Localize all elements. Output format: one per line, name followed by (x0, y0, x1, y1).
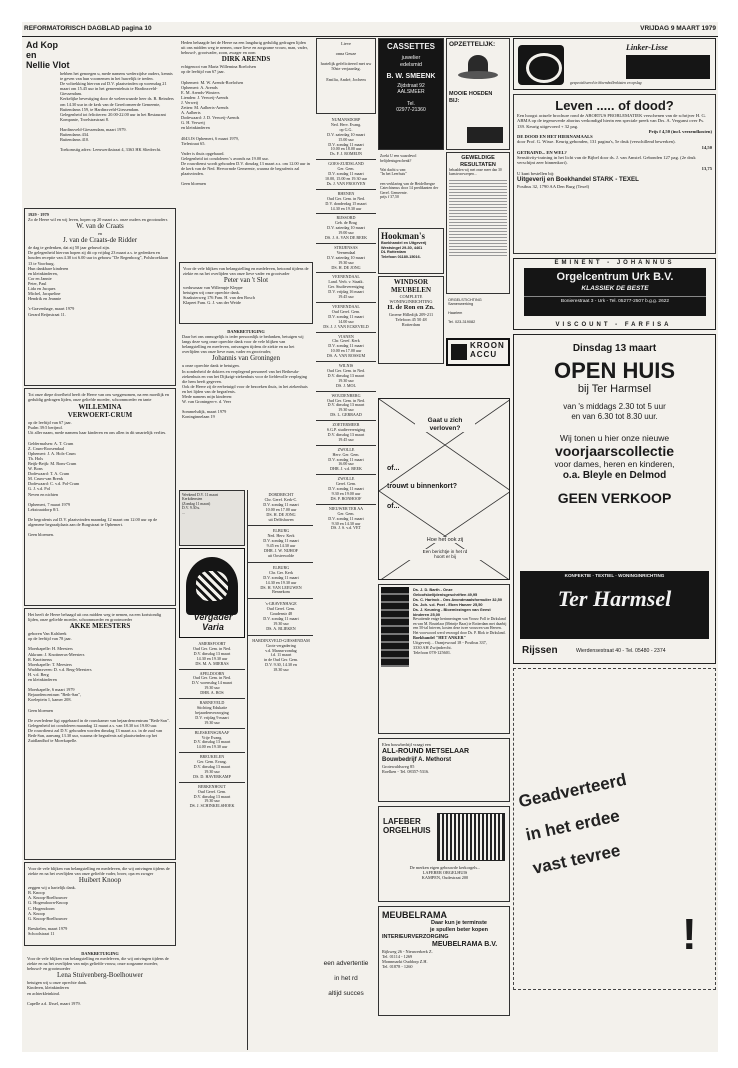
anniversary-name-2: J. van de Craats-de Ridder (62, 236, 138, 245)
small-list-text: Weekend D.V. 11 maart Kerkdiensten (Zondag 11 maart) D.V. 9.30 u. ... (182, 493, 219, 515)
column-family-notices-2 (179, 38, 313, 1050)
birthday-text: Lieve onna Geuze hartelijk gefeliciteerd met uw 50ste verjaardag. Emilia, André, Jochem (320, 41, 372, 82)
thanks-text: betuigen wij u onze oprechte dank. Kinderen, kleinkinderen en achterkleinkind. Capelle a.d. IJssel, maart 1979. (27, 980, 88, 1006)
advertentie-box (316, 950, 376, 1048)
hat-brim (458, 71, 498, 79)
cassettes-title: CASSETTES (386, 42, 435, 51)
windsor-subtitle: COMPLETE WONINGINRICHTING (389, 294, 433, 305)
books-image (381, 587, 409, 667)
church-service: APELDOORN Oud Ger. Gem. in Ned. D.V. woensdag 14 maart 19.30 uur DHR. A. BOS (179, 670, 245, 700)
meubelrama-title: MEUBELRAMA (382, 910, 447, 920)
hookman-ad (378, 228, 444, 274)
newspaper-title: REFORMATORISCH DAGBLAD pagina 10 (24, 25, 152, 32)
stark-name: Uitgeverij en Boekhandel STARK - TEXEL (517, 176, 639, 183)
advertentie-slogan: een advertentie in het rd altijd succes (323, 960, 369, 997)
ter-harmsel-categories: KONFEKTIE · TEXTIEL · WONINGINRICHTING (564, 573, 665, 578)
thanks-title: DANKBETUIGING (227, 329, 265, 334)
anniversary-years: 1929 - 1979 (28, 212, 49, 217)
church-service: GOES-ZUIDSLAND Ger. Gem. D.V. zondag 11 maart 10.00, 15.00 en 19.30 uur Ds. J. VAN FROOYEN (316, 160, 376, 190)
meubelrama-company: MEUBELRAMA B.V. (432, 941, 498, 948)
leven-price: Prijs f 4,50 (incl. verzendkosten) (648, 129, 712, 135)
ter-harmsel-ad (513, 334, 716, 664)
sub-column-left (179, 490, 245, 1050)
kroon-accu-logo: KROON ACCU (470, 341, 505, 359)
geweldige-ad (446, 152, 510, 294)
books-text: Bevattende enige herinneringen van Vrouw Poll te Dirksland en van M. Boutelaar (Meintje Baas) te Rotterdam met daarbij een 50-tal brieven, kosten deze twee vrouwen van Heeren. Het voorwoord werd verzorgd door Ds. P. Blok te Dirksland. (413, 617, 507, 635)
couple-names: Ad Kop en Nellie Vlot (26, 40, 70, 70)
kroon-emblem (451, 344, 467, 360)
windsor-company: H. de Ron en Zn. (387, 304, 435, 312)
of-text-2: of... (387, 503, 400, 510)
church-service: 's-GRAVENHAGE Oud Geref. Gem. Goudenstr 48 D.V. zondag 11 maart 19.30 uur DS. A. BLIEKEN (248, 599, 313, 635)
vergader-graphic (186, 557, 238, 615)
open-date: Dinsdag 13 maart (572, 343, 657, 354)
of-text-1: of... (387, 465, 400, 472)
obituary-text: geboren Van Kalsbeek op de leeftijd van 78 jaar. Moerkapelle: H. Meesters Akkrum: J. Knottnerus-Meesters R. Knottnerus Moerkapelle: T. Meesters Waddinxveen: D. v.d. Berg-Meesters H. v.d. Berg en kleinkinderen Moerkapelle, 6 maart 1979 Bejaardencentrum "Beth-San", Koelepiein 1, kamer 208. Geen bloemen De overledene ligt opgebaard in de rouwkamer van bejaardencentrum "Beth-San". Gelegenheid tot condoleren maandag 12 maart a.s. van 18.30 tot 19.00 uur. De rouwdienst zal D.V. gehouden worden dinsdag 13 maart a.s. in de zaal van Beth-San, aanvang 13.30 uur, waarna de begrafenis zal plaatsvinden op het Zuidlandhof te Moerkapelle. (28, 631, 170, 744)
metselaar-title: ALL-ROUND METSELAAR (382, 748, 470, 756)
linker-logo-mark (526, 53, 562, 83)
thanks-text: u onze oprechte dank te betuigen. In zonderheid de dokters en verplegend personeel van het Bethesda-ziekenhuis en van het Dijkzigt-ziekenhuis voor de liefdevolle verpleging die hem heeft gegeven. Ook de Heere zij de eerbetuigd voor de bezoeken thuis, in het ziekenhuis en het lijden van de begrafenis. Mede namens mijn kinderen: W. van Groningen-v. d. Veer Sommelsdijk, maart 1979 Koninginnelaan 19 (182, 363, 308, 420)
getraind-price: 13,75 (701, 165, 712, 171)
church-service: BERKENHOUT Oud Geref. Gem. D.V. dinsdag 13 maart 19.30 uur DS. J. SCHINKELSHOEK (189, 783, 235, 809)
column-middle-ads (378, 398, 510, 1050)
books-ad (378, 584, 510, 734)
meubelrama-ad (378, 906, 510, 1016)
orgel-brands-bottom: VISCOUNT - FARFISA (555, 322, 672, 328)
open-collection: voorjaarscollectie (554, 443, 675, 459)
geweldige-text: behaalden wij met onze meer dan 30 kunstvoorwerpen... (449, 168, 502, 177)
trouwt-question: trouwt u binnenkort? (387, 483, 457, 490)
obituary-text: echtgenoot van Maria Willemina Roelofsen op de leeftijd van 67 jaar. Ophemert: M. W. Arends-Roelofsen Ophemert: A. Arends E. M. Arends-Wouters Lienden: J. Verweij-Arends J. Verweij Zetten: M. Aalberts-Arends A. Aalberts Dodewaard: J. D. Verweij-Arends G. H. Verweij en kleinkinderen 4043 JS Ophemert, 6 maart 1979, Tielestraat 65. Vader is thuis opgebaard. Gelegenheid tot condoleren 's avonds na 19.00 uur. De rouwdienst wordt gehouden D.V. dinsdag 13 maart a.s. om 12.00 uur in de kerk van de Ned. Hervormde Gemeente, waarna de begrafenis zal plaatsvinden. Geen bloemen (181, 64, 310, 187)
linker-tagline: gespecialiseerd in bloembollenkisten en opslag (570, 81, 642, 85)
meubelrama-service: INTERIEURVERZORGING (382, 934, 449, 940)
open-title: OPEN HUIS (553, 358, 676, 383)
dood-title: DE DOOD EN HET HIERNAMAALS (517, 134, 593, 140)
orgel-dark-band (524, 268, 706, 316)
thanks-text: zeggen wij u hartelijk dank. B. Knoop A. Knoop-Boelhouwer G. Hogendoorn-Knoop C. Hogendoorn A. Knoop G. Knoop-Boelhouwer Breukelen, maart 1979 Schoolstraat 11 (28, 885, 76, 937)
church-service: BLESKENSGRAAF Vrije Evang. D.V. dinsdag 13 maart 14.00 en 19.30 uur (179, 729, 245, 754)
church-service: STRIJENSAS Veenendaal D.V. zaterdag 10 maart 19.30 uur DS. H. DE JONG (316, 244, 376, 274)
obituary-verwoert (24, 388, 176, 606)
vergader-title: Vergader Varia (193, 612, 233, 632)
geweldige-lines (449, 178, 507, 258)
lafeber-ad (378, 806, 510, 902)
meubelrama-slogan: Daar kun je terminste je spullen beter kopen (429, 920, 489, 933)
obituary-name: WILLEMINA VERWOERT-CRUM (67, 403, 133, 420)
leven-text: Een hoogst actuele brochure rond de ABORTUS PROBLEMATIEK verschenen van de schrijver H. G. ABMA op de tegenoverde abortus verkondigd hierin een speciale preek van Drs. A. Vergunst over Ps. 139. Keurig uitgevoerd + 32 pag. (517, 113, 706, 129)
thanks-name: Huibert Knoop (78, 876, 122, 885)
linker-logo-shape (518, 45, 564, 85)
linker-info-box (626, 55, 710, 79)
church-service: HARDINXVELD-GIESSENDAM Grote vergadering v.d. Manna-zondag f.d. 11 maart in de Oud Ger. Gem. D.V. 9.30, 14.30 en 18.30 uur (252, 637, 310, 673)
leven-title: Leven ..... of dood? (555, 98, 674, 113)
thanks-title: DANKBETUIGING (81, 951, 119, 956)
windsor-address: Groene Hilledijk 209-211 Telefoon 45 50 48 Rotterdam (388, 312, 434, 328)
orgel-name: Orgelcentrum Urk B.V. (556, 271, 674, 283)
church-service: DORDRECHT Chr. Geref. Kerk-C. D.V. zondag 11 maart 10.00 en 17.00 uur DS. H. DE JONG uit Delftshaven (248, 490, 313, 526)
church-service: NIEUWER TER AA Ger. Gem. D.V. zondag 11 maart 9.30 en 14.30 uur DS. J. S. v.d. VET (328, 505, 364, 531)
geadverteerd-ad (513, 668, 716, 990)
thanks-intro: Voor de vele blijken van belangstelling en medeleven, die wij ontvingen tijdens de ziekte en na het overlijden van onze geliefde vader, broer, opa en zwager (28, 866, 170, 877)
anniversary-name-1: W. van de Craats (76, 222, 124, 231)
obituary-meesters (24, 608, 176, 860)
church-service: VEENENDAAL Land. Verb. v. Staatk. Ger. Studievereniging D.V. vrijdag 16 maart 19.45 uur (316, 273, 376, 303)
small-list-ad (179, 490, 245, 546)
rijssen-address: Wierdensestraat 40 - Tel. 05480 - 2374 (576, 648, 666, 654)
getraind-title: GETRAIND... EN WEL? (517, 149, 567, 155)
lafeber-logo: LAFEBER ORGELHUIS (383, 817, 431, 835)
thanks-groningen (179, 326, 313, 486)
wedding-announcement (24, 38, 176, 206)
thanks-intro: Daar het ons onmogelijk is ieder persoonlijk te bedanken, betuigen wij langs deze weg onze oprechte dank voor de vele blijken van belangstelling en meeleven, ontvangen tijdens de ziekte en na het overlijden van onze lieve man, vader en grootvader, (182, 334, 304, 355)
orgelcentrum-ad (513, 258, 716, 330)
ter-harmsel-logo: Ter Harmsel (557, 586, 672, 611)
hookman-text: Boekhandel en Uitgeverij Westsingel 29-30, 4461 DL Rotterdam Telefoon 01180-15016. (381, 241, 427, 259)
metselaar-company: Bouwbedrijf A. Methorst (382, 757, 452, 764)
church-service: ZWOLLE Herv. Ger. Gem. D.V. zondag 11 maart 16.00 uur DHR. J. v.d. BEEK (316, 446, 376, 476)
column-display-ads (513, 38, 716, 1050)
obituary-name: AKKE MEESTERS (69, 622, 131, 631)
church-service: NUMANSDORP Ned. Herv. Evang. op G.G. D.V. zaterdag 10 maart 15.00 uur D.V. zondag 11 maart 10.00 en 18.00 uur Ds. F. J. ROMEIJN (316, 116, 376, 160)
church-service: AMERSFOORT Oud Ger. Gem. in Ned. D.V. dinsdag 13 maart 14.30 en 19.30 uur DS. M. A. MIERAS (179, 640, 245, 670)
church-service: BREUKELEN Ger. Gem. Evang. D.V. dinsdag 13 maart 19.30 uur DS. D. HAVERKAMP (179, 753, 245, 783)
stark-books-ad (513, 94, 716, 254)
geweldige-title: GEWELDIGE RESULTATEN (460, 155, 496, 168)
books-address: Uitgeverij... Oranjewoud 18 - Postbus 337, 3330 AH Zwijndrecht. Telefoon 078-125601. (413, 640, 487, 656)
vergader-varia-box (179, 548, 245, 638)
church-list-3 (316, 116, 376, 946)
kroon-accu-ad (446, 338, 510, 366)
thanks-slot (179, 262, 313, 324)
metselaar-address: Grotewaldsweg 85 Roelken - Tel. 08357-5316. (382, 764, 430, 775)
thanks-stuivenberg (24, 948, 176, 1050)
cassettes-ad (378, 38, 444, 150)
smeenk-address: Zijdstraat 92 AALSMEER Tel. 02977-21360 (396, 83, 426, 113)
hoeden-title: OPZETTELIJK: (449, 41, 496, 48)
thanks-knoop (24, 862, 176, 946)
dood-price: 14,50 (701, 144, 712, 150)
obituary-intro: Tot onze diepe droefheid heeft de Heere van ons weggenomen, na een moeilijk en geduldig gedragen lijden, onze geliefde moeder, schoonmoeder en tante (28, 392, 169, 403)
open-intro: Wij tonen u hier onze nieuwe (559, 433, 670, 443)
thanks-name: Peter van 't Slot (223, 276, 269, 285)
church-service: RIJSSORD Geb. de Brug D.V. zaterdag 10 maart 19.00 uur DS. J. A. VAN DE BEEK (316, 214, 376, 244)
church-service: ZWOLLE Geref. Gem. D.V. zondag 11 maart 9.30 en 19.00 uur DS. P. BONHOOF (316, 475, 376, 505)
order-intro: U kunt bestellen bij: (517, 170, 555, 176)
anniversary-en: en (97, 231, 103, 237)
linker-lisse-ad (513, 38, 716, 90)
church-service: VEENENDAAL Oud Geref. Gem. D.V. zondag 11 maart 14.00 uur DS. J. J. VAN ECKEVELD (316, 303, 376, 333)
meubelrama-address: Rijkweg 26 - Nieuwerkerk Z. Tel. 01114 - 1269 Monnmarkt Ouddorp Z.H. Tel. 01878 - 1260 (382, 949, 433, 970)
column-small-ads (378, 38, 510, 396)
obituary-name: DIRK ARENDS (221, 55, 271, 64)
leerhuis-text: Zoekt U een waardevol belijdenisgeschenk? Wat dacht u van: "In het Leerhuis" een verklaring van de Heidelbergse Catechismus door 14 predikanten der Geref. Gemeente. prijs f 37,50 (380, 154, 439, 200)
hoe-text: Een berichtje in het rd hoort er bij (409, 549, 481, 560)
thanks-intro: Voor de vele blijken van belangstelling en medeleven, betoond tijdens de ziekte en na het overlijden van onze lieve vader en grootvader (183, 266, 309, 277)
open-brands: o.a. Bleyle en Delmod (562, 470, 667, 481)
getraind-text: Sensitivity-training in het licht van de Bijbel door ds. J. van Amstel. Gebonden 127 pag. (2e druk verschijnt zeer binnenkort). (517, 155, 696, 166)
smeenk-name: B. W. SMEENK (386, 73, 436, 80)
hoe-title: Hoe het ook zij (409, 537, 481, 543)
hookman-title: Hookman's (381, 231, 426, 241)
metselaar-ad (378, 738, 510, 802)
church-service: WILNIS Oud Ger. Gem. in Ned. D.V. dinsdag 13 maart 19.30 uur DS. J. MOL (316, 362, 376, 392)
vergader-pattern (196, 571, 228, 601)
column-family-notices-1 (24, 38, 176, 1050)
obituary-intro: Heden behaagde het de Heere na een langdurig geduldig gedragen lijden uit ons midden weg te nemen, onze lieve en zorgzame vrouw, man, vader, behuwd-, grootvader, zoon, zwager en oom (181, 40, 308, 56)
orgel-slogan: KLASSIEK DE BESTE (581, 285, 649, 292)
announcement-ad (378, 398, 510, 580)
linker-title: Linker-Lisse (626, 43, 668, 52)
open-location: bij Ter Harmsel (577, 383, 652, 395)
church-list-2a (179, 640, 245, 1050)
ter-harmsel-band (520, 571, 709, 639)
thanks-intro: Voor de vele blijken van belangstelling en medeleven, die wij ontvingen tijdens de ziekte en na het overlijden van mijn geliefde vrouw, onze zorgzame moeder, behuwd- en grootmoeder (27, 956, 169, 972)
hoeden-ad (446, 38, 510, 150)
leerhuis-ad (378, 152, 444, 226)
anniversary-text: de dag te gedenken, dat zij 50 jaar gehuwd zijn. De gelegenheid hiervan hopen zij dit op vrijdag 23 maart a.s. te gedenken en houden receptie van 4.30 tot 6.00 uur in gebouw "De Regenboog", Polsbroeklaan 13 te Voorburg. Hun dankbare kinderen en kleinkinderen, Cor en Jannie Peter, Paul Lida en Jacques Michel, Jacqueline Hendrik en Jeannie 's-Gravenhage, maart 1979 Gerard Reijnstraat 11. (28, 245, 169, 317)
anniversary-intro: Zo de Heere wil en wij leven, hopen op 20 maart a.s. onze ouders en grootouders (28, 217, 168, 223)
obituary-intro: Het heeft de Heere behaagd uit ons midden weg te nemen, na een kortstondig lijden, onze geliefde moeder, schoonmoeder en grootmoeder (28, 612, 162, 623)
geadverteerd-slogan: Geadverteerd in het erdee vast tevree (516, 769, 629, 878)
stark-address: Postbus 32, 1790 AA Den Burg (Texel) (517, 183, 590, 189)
hoeden-text: MOOIE HOEDEN BIJ: (449, 91, 493, 104)
orgelstichting-ad (446, 296, 510, 336)
church-service: ELBURG Chr. Ger. Kerk D.V. zondag 11 maart 14.30 en 19.30 uur DS. H. VAN LEEUWEN Bennekom (248, 563, 313, 599)
exclamation-mark: ! (682, 910, 697, 959)
page-header (22, 22, 718, 37)
thanks-name: Johannis van Groningen (211, 354, 281, 363)
organ-illustration (437, 813, 505, 861)
verloven-question: Gaat u zich verloven? (415, 417, 475, 432)
church-list-2b (247, 490, 313, 1050)
church-service: ELBURG Ned. Herv. Kerk D.V. zondag 11 maart 9.45 en 14.30 uur DHR. J. W. NIJHOF uit Oosterwolde (248, 526, 313, 562)
church-service: WOUDENBERG Oud Ger. Gem. in Ned. D.V. dinsdag 13 maart 19.30 uur DS. L. GERRAAD (316, 392, 376, 422)
orgel-address: Bonierestraat 3 - Urk - Tel. 05277-2507 b.g.g. 2622 (524, 296, 706, 307)
church-service: BARNEVELD Stichting Edukatie bejaardenverzorging D.V. vrijdag 9 maart 19.30 uur (179, 699, 245, 729)
dood-text: door Prof. G. Wisse. Keurig gebonden, 131 pagina's, 5e druk (verschillend bewerken). (517, 139, 676, 145)
hat-illustration (458, 53, 498, 87)
windsor-title: WINDSOR MEUBELEN (390, 278, 432, 294)
thanks-name: Lena Stuivenberg-Boelhouwer (57, 971, 143, 980)
column-church-services (316, 38, 376, 1050)
orgelstichting-text: ORGELSTICHTING Samenwerking Haarlem Tel. 023-319082 (448, 298, 482, 325)
orgel-brands-top: EMINENT - JOHANNUS (554, 260, 675, 266)
birthday-note (316, 38, 376, 114)
anniversary-announcement (24, 208, 176, 386)
open-target: voor dames, heren en kinderen, (554, 459, 675, 469)
hoeden-logo (467, 127, 503, 143)
cassettes-subtitle: juwelier edelsmid (399, 55, 422, 68)
no-sale-notice: GEEN VERKOOP (557, 490, 672, 506)
metselaar-intro: Elen bouwbedrijf vraagt een (382, 742, 431, 747)
books-shop: Boekhandel "HET ANKER" (413, 635, 466, 640)
wedding-text: hebben het genoegen u, mede namens wederzijdse ouders, kennis te geven van hun voornemen in het huwelijk te treden. De voltrekking hiervan zal D.V. plaatsvinden op woensdag 21 maart om 15.45 uur in het gemeentehuis te Hardinxveld-Giessendam. Kerkelijke bevestiging door de weleerwaarde heer ds. B. Reinders om 14.30 uur in de kerk van de Gereformeerde Gemeente, Buitendams 159, te Hardinxveld-Giessendam. Gelegenheid tot feliciteren: 20.00-22.00 uur in het Restaurant Kompanie, Troelstrastraat 8. Hardinxveld-Giessendam, maart 1979. Buitendams 434. Buitendams 410. Toekomstig adres: Leeuwerikstraat 4, 3363 HK Sliedrecht. (60, 71, 174, 153)
rijssen-city: Rijssen (522, 645, 558, 656)
obituary-arends (179, 38, 313, 260)
obituary-text: op de leeftijd van 67 jaar. Psalm 39:5 berijmd. Uit aller naam, mede namens haar kinderen en ons allen in dit smartelijk verlies. Geldermalsen: A. T. Crum Z. Crum-Roosendaal Ophemert: J. A. Hols-Crum Th. Hols Beijk-Beijk: M. Bons-Crum W. Bons Dodewaard: T. A. Crum M. Crum-van Brenk Dodewaard: C. v.d. Pol-Crum G. J. v.d. Pol Neven en nichten Ophemert, 7 maart 1979 Lekstraatdorp 8/1. De begrafenis zal D.V. plaatsvinden maandag 12 maart om 12.00 uur op de algemene begraafplaats aan de Burgstraat te Ophemert. Geen bloemen. (28, 420, 167, 538)
church-service: ZOETERMEER S.G.P. studievereniging D.V. dinsdag 13 maart 19.45 uur (316, 421, 376, 446)
church-service: RHENEN Oud Ger. Gem. in Ned. D.V. donderdag 15 maart 14.30 en 19.30 uur (316, 190, 376, 215)
windsor-ad (378, 276, 444, 364)
church-service: VIANEN Chr. Geref. Kerk D.V. zondag 11 maart 10.00 en 17.00 uur DS. A. VAN ROSSUM (316, 333, 376, 363)
books-list: Ds. J. D. Barth - Onze Geloofsbelijdenisgeschriften 49,95 Ds. C. Harinck - Ons Avondmaalsformulier 32,50 Ds. Joh. v.d. Poel - Eben Haezer 25,50 Ds. J. Keuning - Bloemlezingen van Geest kinderen 25,00 (413, 587, 503, 617)
newspaper-page (22, 22, 718, 1052)
thanks-text: weduwnaar van Willempje Kleppe betuigen wij onze oprechte dank. Staaksterweg 176 Fam. H. van den Bosch Klapeet Fam. G. J. van der Weide (183, 285, 255, 306)
lafeber-text: De merken eigen gebouwde kerkorgels... LAFEBER ORGELHUIS KAMPEN, Oudestraat 200 (409, 865, 481, 881)
issue-date: VRIJDAG 9 MAART 1979 (640, 25, 716, 32)
open-times: van 's middags 2.30 tot 5 uur en van 6.30 tot 8.30 uur. (563, 402, 666, 421)
